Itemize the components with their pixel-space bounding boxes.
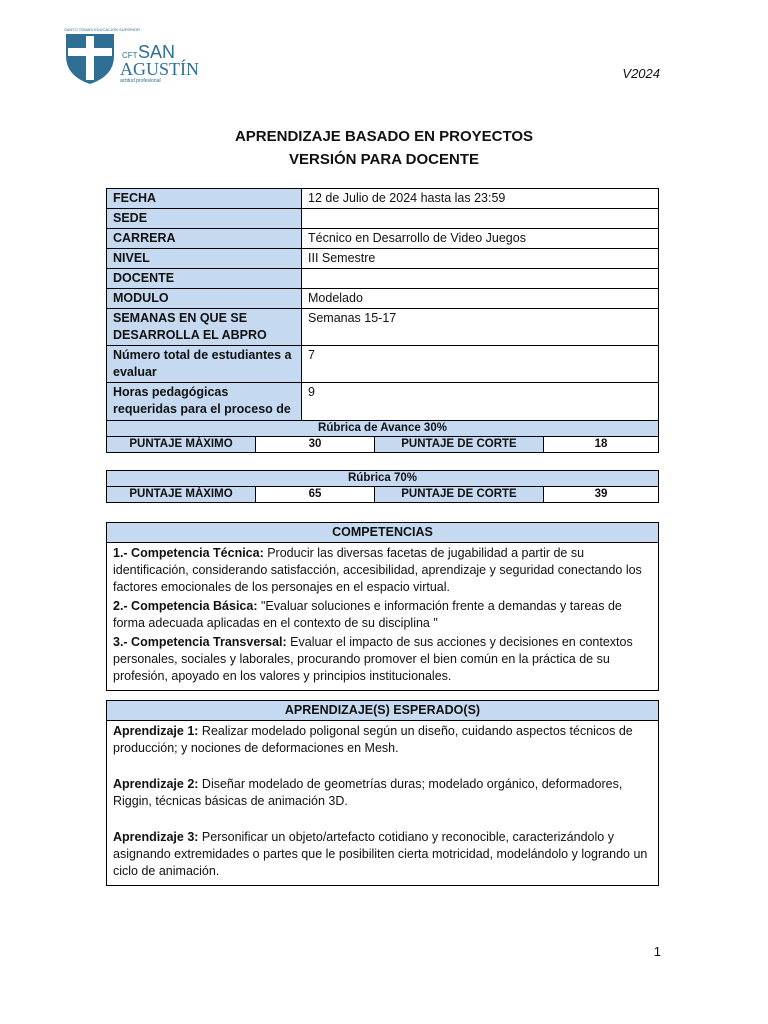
field-value: 12 de Julio de 2024 hasta las 23:59 (302, 189, 659, 209)
field-label: Número total de estudiantes a evaluar (107, 346, 302, 383)
field-value (302, 209, 659, 229)
list-item: Aprendizaje 3: Personificar un objeto/artefacto cotidiano y reconocible, caracterizándolo y asignando extremidades o partes que le posibiliten cierta motricidad, modelándolo y logrando un ciclo de animación. (113, 830, 648, 878)
table-row (107, 209, 659, 229)
rubrica-title: Rúbrica 70% (107, 471, 659, 487)
field-label: CARRERA (107, 229, 302, 249)
svg-text:SANTO TOMÁS EDUCACIÓN SUPERIOR: SANTO TOMÁS EDUCACIÓN SUPERIOR (64, 27, 141, 32)
aprendizajes-body (107, 721, 659, 886)
field-label: MODULO (107, 289, 302, 309)
cutoff-score-value: 18 (544, 437, 659, 453)
aprendizajes-title: APRENDIZAJE(S) ESPERADO(S) (107, 701, 659, 721)
field-label: SEMANAS EN QUE SE DESARROLLA EL ABPRO (107, 309, 302, 346)
competencias-title: COMPETENCIAS (107, 523, 659, 543)
field-label: FECHA (107, 189, 302, 209)
max-score-label: PUNTAJE MÁXIMO (107, 437, 256, 453)
field-value: 7 (302, 346, 659, 383)
table-row (107, 249, 659, 269)
rubrica-avance-title: Rúbrica de Avance 30% (107, 421, 659, 437)
svg-text:actitud profesional: actitud profesional (120, 78, 161, 84)
max-score-label: PUNTAJE MÁXIMO (107, 487, 256, 503)
field-label: Horas pedagógicas requeridas para el proceso de (107, 383, 302, 437)
field-label: SEDE (107, 209, 302, 229)
field-value: Modelado (302, 289, 659, 309)
field-label: NIVEL (107, 249, 302, 269)
list-item: Aprendizaje 2: Diseñar modelado de geometrías duras; modelado orgánico, deformadores, Riggin, técnicas básicas de animación 3D. (113, 777, 623, 808)
field-value: III Semestre (302, 249, 659, 269)
table-row (107, 229, 659, 249)
field-label: DOCENTE (107, 269, 302, 289)
table-row (107, 269, 659, 289)
svg-text:AGUSTÍN: AGUSTÍN (120, 59, 199, 79)
rubrica-table (106, 470, 659, 503)
aprendizajes-table (106, 700, 659, 886)
table-row (107, 309, 659, 346)
list-item: 1.- Competencia Técnica: Producir las diversas facetas de jugabilidad a partir de su identificación, considerando satisfacción, accesibilidad, aprendizaje y seguridad conectando los factores emocionales de los personajes en el espacio virtual. (113, 546, 642, 594)
field-value: 9 (302, 383, 659, 437)
cutoff-score-label: PUNTAJE DE CORTE (375, 487, 544, 503)
document-subtitle: VERSIÓN PARA DOCENTE (288, 151, 480, 168)
list-item: Aprendizaje 1: Realizar modelado poligonal según un diseño, cuidando aspectos técnicos de producción; y nociones de deformaciones en Mesh. (113, 724, 633, 755)
field-value: Técnico en Desarrollo de Video Juegos (302, 229, 659, 249)
version-label: V2024 (622, 66, 660, 81)
table-row (107, 289, 659, 309)
table-row (107, 346, 659, 383)
cutoff-score-value: 39 (544, 487, 659, 503)
list-item: 2.- Competencia Básica: "Evaluar soluciones e información frente a demandas y tareas de forma adecuada aplicadas en el contexto de su disciplina " (113, 599, 622, 630)
svg-text:SAN: SAN (138, 42, 176, 62)
cutoff-score-label: PUNTAJE DE CORTE (375, 437, 544, 453)
competencias-table (106, 522, 659, 691)
institution-logo (64, 26, 204, 86)
field-value (302, 269, 659, 289)
max-score-value: 30 (256, 437, 375, 453)
max-score-value: 65 (256, 487, 375, 503)
page-number: 1 (653, 944, 661, 959)
competencias-body (107, 543, 659, 691)
svg-text:CFT: CFT (122, 51, 138, 60)
table-row (107, 189, 659, 209)
field-value: Semanas 15-17 (302, 309, 659, 346)
list-item: 3.- Competencia Transversal: Evaluar el impacto de sus acciones y decisiones en contextos personales, sociales y laborales, procurando promover el bien común en la práctica de su profesión, apoyado en los valores y principios institucionales. (113, 635, 633, 683)
document-title: APRENDIZAJE BASADO EN PROYECTOS (234, 128, 534, 145)
info-table (106, 188, 659, 437)
rubrica-avance-table (106, 420, 659, 453)
